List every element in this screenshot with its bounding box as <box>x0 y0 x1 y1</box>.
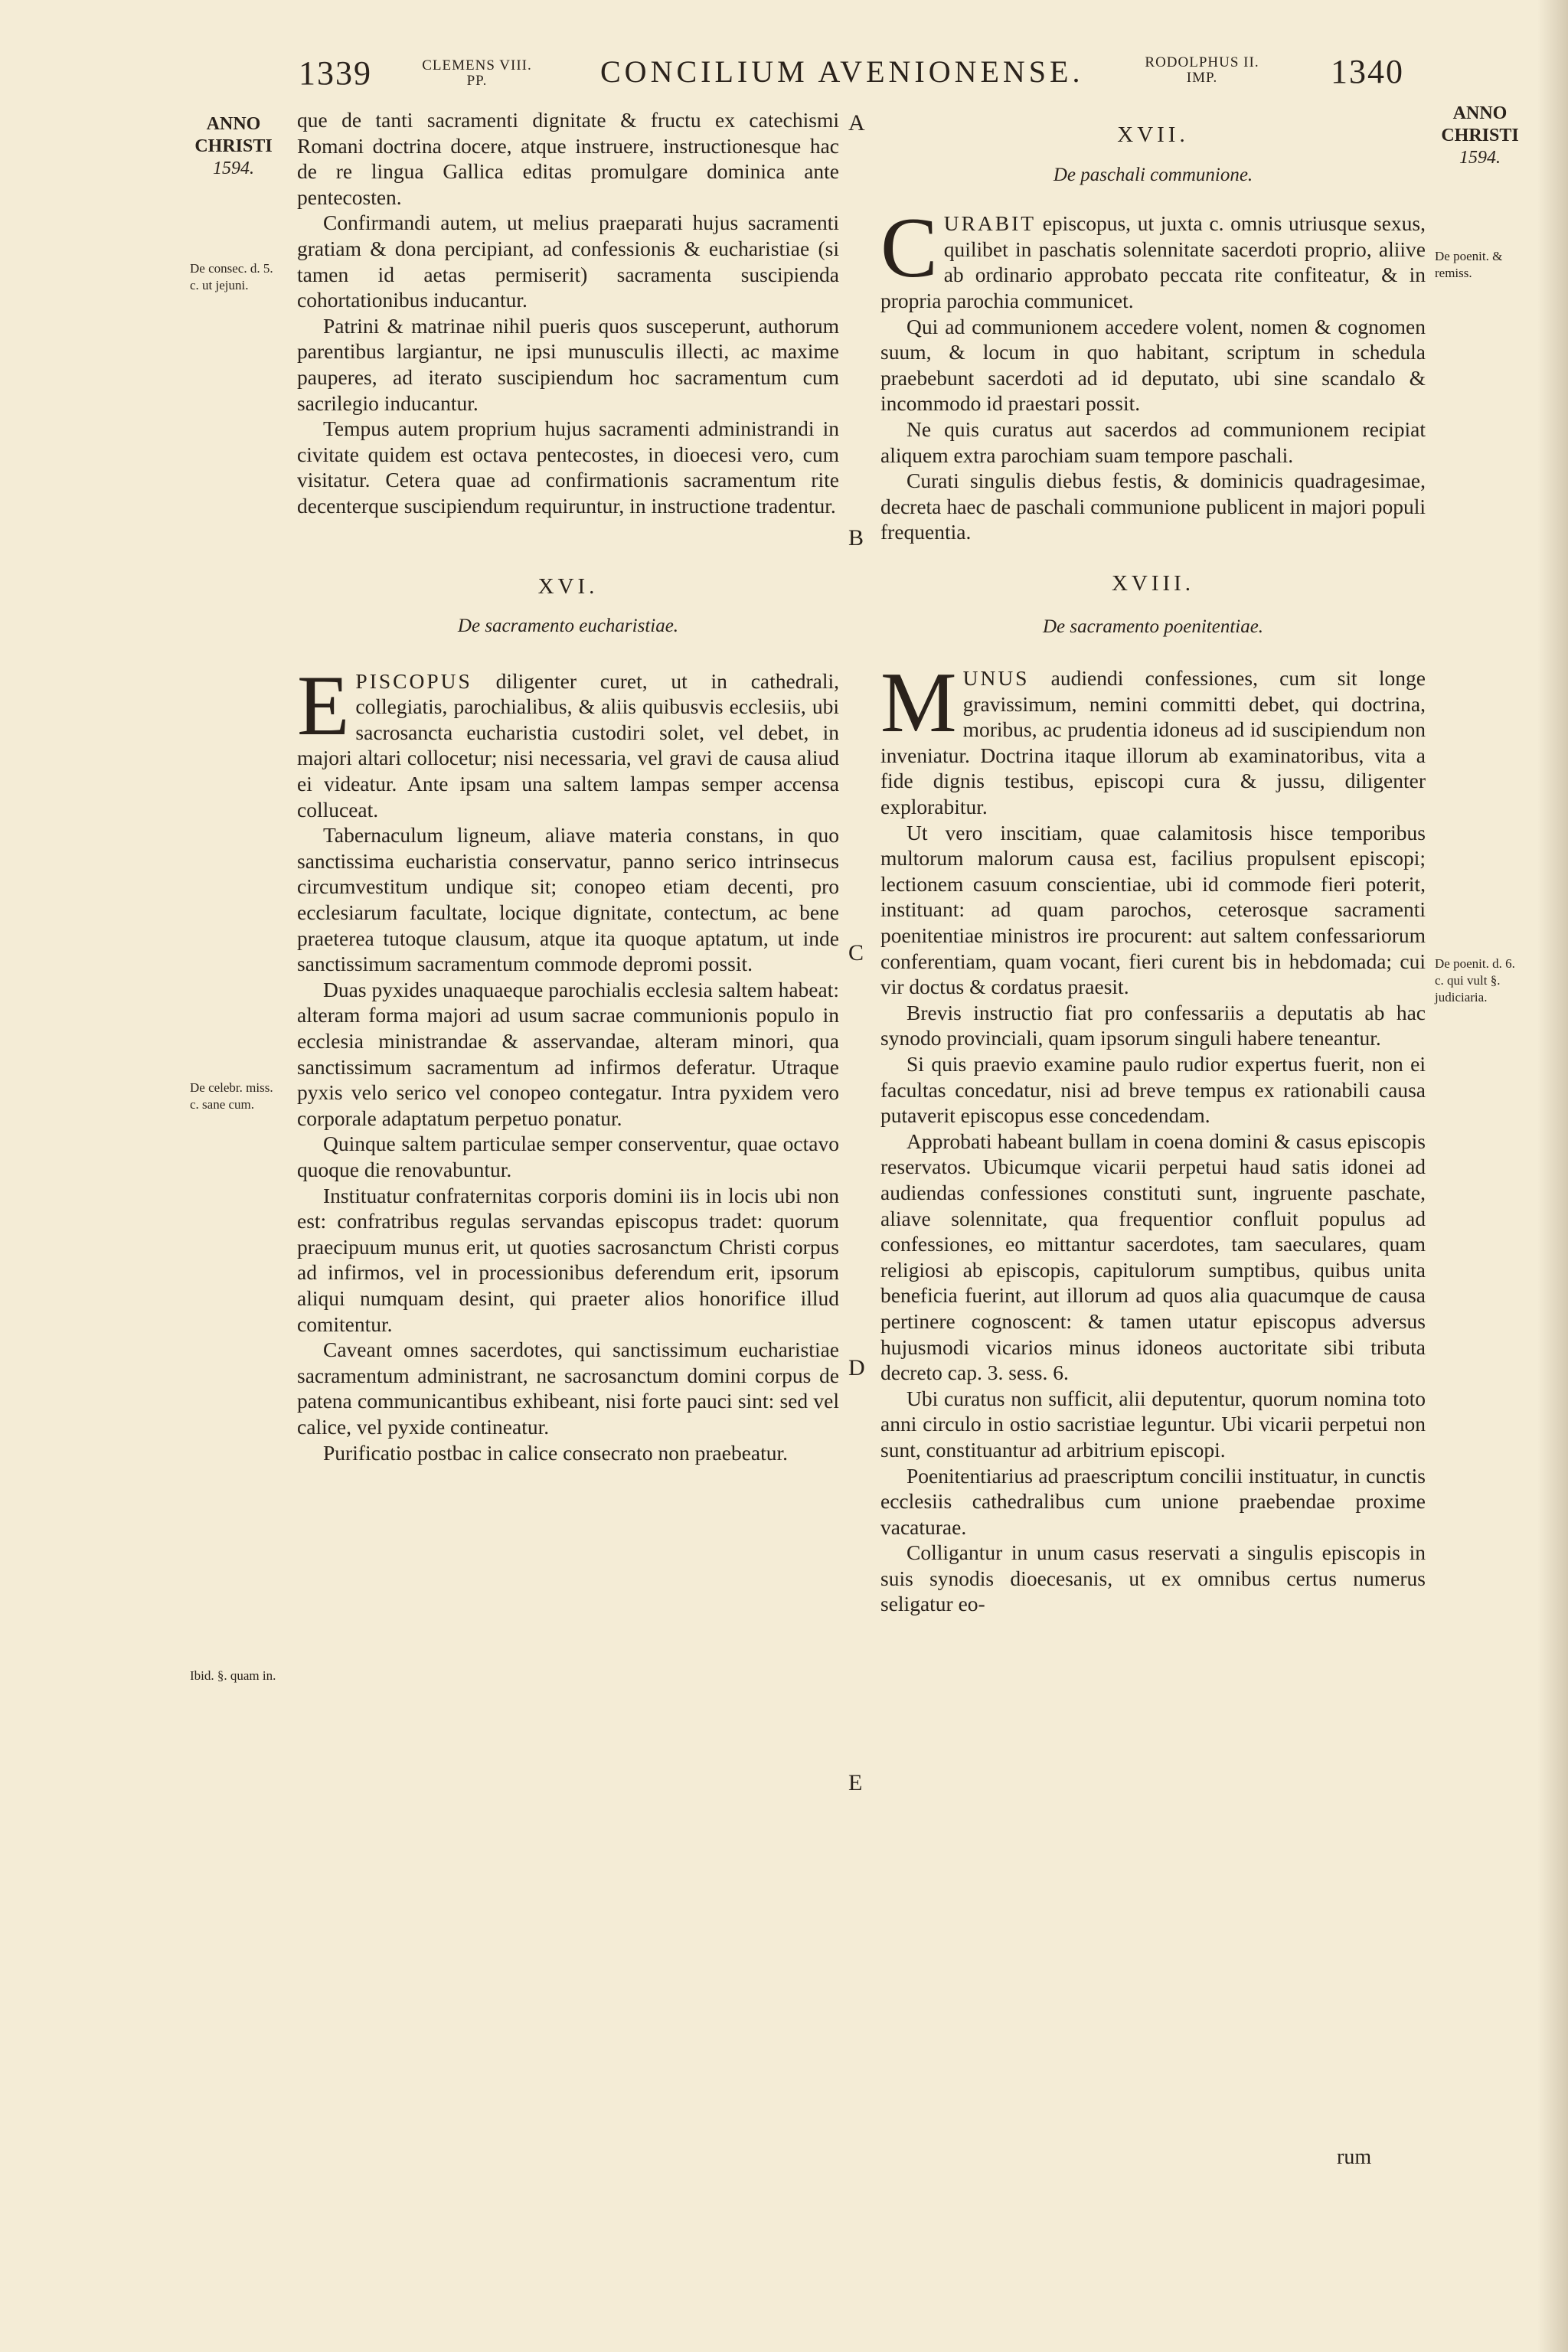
margin-note: Ibid. §. quam in. <box>190 1668 276 1683</box>
paragraph: Confirmandi autem, ut melius praeparati hujus sacramenti gratiam & dona percipiant, ad confessionis & eucharistiae (si tamen id aetas permiserit) sacramenta suscipienda cohortationibus inducantur. <box>297 211 839 312</box>
drop-cap: M <box>880 655 957 751</box>
paragraph: Instituatur confraternitas corporis domini iis in locis ubi non est: confratribus regulas servandas episcopus tradet: quorum praecipuum munus erit, ut quoties sacrosanctum Christi corpus ad infirmos, vel in processionibus deferendum erit, ipsorum aliqui numquam desint, qui praeter alios honorifice illud comitentur. <box>297 1183 839 1336</box>
paragraph: Caveant omnes sacerdotes, qui sanctissimum eucharistiae sacramentum administrant, ne sacrosanctum domini corpus de patena communicantibus exhibeant, nisi forte pauci sint: sed vel calice, vel pyxide contineatur. <box>297 1338 839 1439</box>
christi-label: CHRISTI <box>1441 126 1519 145</box>
catchword: rum <box>1337 2145 1372 2169</box>
right-column <box>880 122 1426 1617</box>
paragraph: Qui ad communionem accedere volent, nomen & cognomen suum, & locum in quo habitant, scriptum in schedula praebebunt sacerdoti ad id deputato, ubi sine scandalo & incommodo id praestari possit. <box>880 314 1426 416</box>
section-title: De paschali communione. <box>1053 164 1253 185</box>
margin-note: De poenit. & remiss. <box>1435 249 1503 280</box>
section-number: XVI. <box>537 573 599 599</box>
paragraph: Ne quis curatus aut sacerdos ad communionem recipiat aliquem extra parochiam suam tempore paschali. <box>880 416 1426 467</box>
margin-note: De consec. d. 5. c. ut jejuni. <box>190 261 273 292</box>
paragraph: Curati singulis diebus festis, & dominicis quadragesimae, decreta haec de paschali communione publicent in majori populi frequentia. <box>880 469 1426 544</box>
paragraph: Tempus autem proprium hujus sacramenti administrandi in civitate quidem est octava pentecostes, in dioecesi vero, cum visitatur. Cetera quae ad confirmationis sacramentum rite decenterque suscipiendum requiruntur, in instructione tradentur. <box>297 416 839 518</box>
left-running-label <box>420 58 534 89</box>
year-label: 1594. <box>213 158 254 178</box>
left-anno-christi <box>184 113 283 180</box>
left-label-bottom: PP. <box>466 73 488 89</box>
paragraph: Approbati habeant bullam in coena domini & casus episcopis reservatos. Ubicumque vicarii perpetui haud satis idonei ad audiendas confessiones constituti sunt, ingruente paschate, aliave solennitate, qua frequentior confluit populus ad confessiones, eo mittantur sacerdotes, tam saeculares, quam religiosi ab episcopis, capitulorum sumptibus, quibus unita beneficia fuerint, aut illorum ad quos alia quacumque de causa pertinere cognoscent: & tamen utatur episcopus adversus hujusmodi vicarios minus idoneos auctoritate sibi tributa decreto cap. 3. sess. 6. <box>880 1129 1426 1385</box>
paragraph-text: audiendi confessiones, cum sit longe gravissimum, nemini committi debet, qui doctrina, moribus, ac prudentia idoneus ad id suscipiendum non inveniatur. Doctrina itaque illorum ab examinatoribus, vita a fide dignis testibus, episcopi cura & jussu, diligenter explorabitur. <box>880 666 1426 819</box>
lead-caps: URABIT <box>943 211 1037 236</box>
paragraph: Si quis praevio examine paulo rudior expertus fuerit, non ei facultas concedatur, nisi ad breve tempus ex rationabili causa putaverit episcopus esse concedendam. <box>880 1052 1426 1128</box>
right-running-label <box>1133 55 1271 86</box>
right-label-top: RODOLPHUS II. <box>1145 54 1259 70</box>
paragraph: Brevis instructio fiat pro confessariis a deputatis ab hac synodo provinciali, quam ipsorum singuli habere teneantur. <box>880 1000 1426 1050</box>
section-first-paragraph <box>880 655 1426 820</box>
page-title: CONCILIUM AVENIONENSE. <box>600 54 1084 89</box>
section-first-paragraph <box>297 658 839 823</box>
section-letter: C <box>848 940 864 965</box>
right-page-number: 1340 <box>1331 53 1404 90</box>
section-number: XVII. <box>1117 122 1189 147</box>
paragraph: que de tanti sacramenti dignitate & fructu ex catechismi Romani doctrina docere, atque instruere, instructionesque hac de re lingua Gallica editas promulgare dominica ante pentecosten. <box>297 108 839 209</box>
section-letter: B <box>848 525 864 550</box>
right-label-bottom: IMP. <box>1186 70 1218 86</box>
paragraph: Ubi curatus non sufficit, alii deputentur, quorum nomina toto anni circulo in ostio sacristiae leguntur. Ubi vicarii perpetui non sunt, constituantur ad arbitrium episcopi. <box>880 1386 1426 1462</box>
paragraph: Colligantur in unum casus reservati a singulis episcopis in suis synodis dioecesanis, ut ex omnibus certus numerus seligatur eo- <box>880 1540 1426 1616</box>
section-letter: D <box>848 1355 865 1380</box>
left-column <box>297 107 839 1465</box>
section-title: De sacramento eucharistiae. <box>457 616 679 637</box>
paragraph: Duas pyxides unaquaeque parochialis ecclesia saltem habeat: alteram forma majori ad usum sacrae communionis populo in ecclesia ministrandae & asservandae, alteram minori, qua sanctissimum sacramentum ad infirmos deferatur. Utraque pyxis velo serico vel conopeo contegatur. Intra pyxidem vero corporale adaptatum perpetuo ponatur. <box>297 977 839 1130</box>
paragraph: Patrini & matrinae nihil pueris quos susceperunt, authorum parentibus largiantur, ne ipsi munusculis illecti, ac maxime pauperes, ad iterato suscipiendum hoc sacramentum cum sacrilegio inducantur. <box>297 313 839 415</box>
margin-note: De celebr. miss. c. sane cum. <box>190 1080 273 1112</box>
drop-cap: E <box>297 658 350 753</box>
section-letter: A <box>848 110 865 136</box>
paragraph-text: episcopus, ut juxta c. omnis utriusque sexus, quilibet in paschatis solennitate sacerdoti proprio, aliive ab ordinario approbato peccata rite confiteatur, & in propria parochia communicet. <box>880 211 1426 312</box>
paragraph: Poenitentiarius ad praescriptum concilii instituatur, in cunctis ecclesiis cathedralibus cum unione praebendae proxime vacaturae. <box>880 1463 1426 1539</box>
section-title: De sacramento poenitentiae. <box>1042 616 1264 637</box>
paragraph: Quinque saltem particulae semper conserventur, quae octavo quoque die renovabuntur. <box>297 1132 839 1181</box>
right-anno-christi <box>1430 103 1530 169</box>
margin-note: De poenit. d. 6. c. qui vult §. judiciaria. <box>1435 956 1515 1004</box>
section-letter: E <box>848 1770 863 1795</box>
left-page-number: 1339 <box>299 54 372 92</box>
lead-caps: PISCOPUS <box>355 668 472 693</box>
anno-label: ANNO <box>206 114 261 134</box>
left-label-top: CLEMENS VIII. <box>422 57 532 74</box>
paragraph: Tabernaculum ligneum, aliave materia constans, in quo sanctissima eucharistia conservatur, panno serico intrinsecus circumvestitum undique sit; conopeo etiam decenti, pro ecclesiarum facultate, locique dignitate, contectum, ac bene praeterea tutoque clausum, atque ita quoque aptatum, ut inde sanctissimum sacramentum commode depromi possit. <box>297 823 839 976</box>
christi-label: CHRISTI <box>194 136 273 156</box>
paragraph: Ut vero inscitiam, quae calamitosis hisce temporibus multorum malorum causa est, facilius propulsent episcopi; lectionem casuum conscientiae, ubi id commode fieri poterit, instituant: ad quam parochos, ceterosque sacramenti poenitentiae ministros ire procurent: aut saltem confessariorum conferentiam, quam vocant, fieri curent bis in hebdomada; cui vir doctus & cordatus praesit. <box>880 820 1426 999</box>
year-label: 1594. <box>1459 148 1501 168</box>
paragraph-text: diligenter curet, ut in cathedrali, collegiatis, parochialibus, & aliis quibusvis ecclesiis, ubi sacrosancta eucharistia custodiri solet, vel debet, in majori altari collocetur; nisi necessaria, vel gravi de causa aliud ei videatur. Ante ipsam una saltem lampas semper accensa colluceat. <box>297 668 839 822</box>
lead-caps: UNUS <box>962 666 1030 691</box>
paragraph: Purificatio postbac in calice consecrato non praebeatur. <box>323 1440 789 1465</box>
section-number: XVIII. <box>1111 570 1195 596</box>
section-first-paragraph <box>880 201 1426 313</box>
drop-cap: C <box>880 201 938 296</box>
anno-label: ANNO <box>1452 103 1508 123</box>
